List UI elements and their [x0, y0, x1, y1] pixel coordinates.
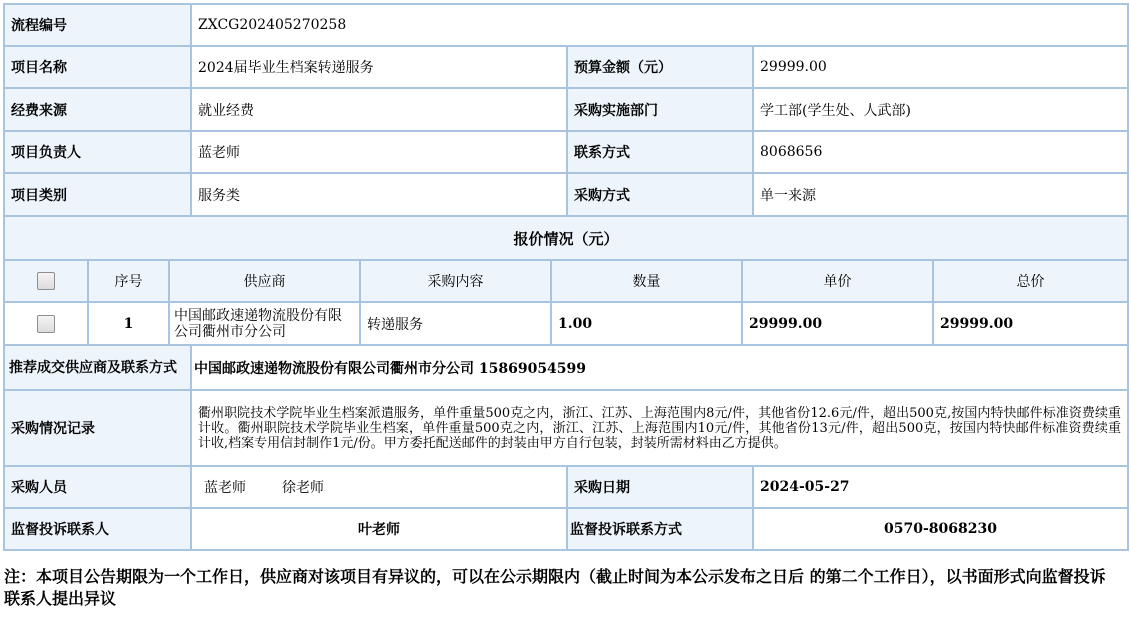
category-label: 项目类别	[4, 173, 191, 216]
row-content: 转递服务	[360, 302, 551, 345]
budget-value: 29999.00	[753, 46, 1128, 88]
quote-header-row	[4, 260, 1128, 302]
row-unit-price: 29999.00	[742, 302, 933, 345]
header-total: 总价	[933, 260, 1128, 302]
project-name-value: 2024届毕业生档案转递服务	[191, 46, 567, 88]
dept-label: 采购实施部门	[567, 88, 753, 131]
header-content: 采购内容	[360, 260, 551, 302]
record-label: 采购情况记录	[4, 390, 191, 466]
procurement-form	[3, 3, 1127, 551]
contact-label: 联系方式	[567, 131, 753, 173]
header-supplier: 供应商	[169, 260, 360, 302]
method-label: 采购方式	[567, 173, 753, 216]
select-all-cell[interactable]	[4, 260, 88, 302]
row-index: 1	[88, 302, 169, 345]
header-quantity: 数量	[551, 260, 742, 302]
row-supplier: 中国邮政速递物流股份有限公司衢州市分公司	[169, 302, 360, 345]
buyer-value	[191, 466, 567, 508]
supervisor-contact-label: 监督投诉联系方式	[567, 508, 753, 550]
project-info-table	[3, 3, 1129, 261]
budget-label: 预算金额（元）	[567, 46, 753, 88]
row-select-cell[interactable]	[4, 302, 88, 345]
quote-section-title: 报价情况（元）	[4, 216, 1128, 260]
buyer-name-1: 蓝老师	[204, 480, 246, 496]
contact-value: 8068656	[753, 131, 1128, 173]
quote-table	[3, 259, 1129, 346]
buyer-name-2: 徐老师	[282, 480, 324, 496]
buyer-label: 采购人员	[4, 466, 191, 508]
recommend-label: 推荐成交供应商及联系方式	[4, 345, 191, 390]
supervisor-label: 监督投诉联系人	[4, 508, 191, 550]
result-table	[3, 344, 1129, 551]
header-index: 序号	[88, 260, 169, 302]
fund-source-label: 经费来源	[4, 88, 191, 131]
row-checkbox[interactable]	[37, 315, 55, 333]
date-label: 采购日期	[567, 466, 753, 508]
project-name-label: 项目名称	[4, 46, 191, 88]
select-all-checkbox[interactable]	[37, 272, 55, 290]
leader-label: 项目负责人	[4, 131, 191, 173]
row-quantity: 1.00	[551, 302, 742, 345]
supervisor-value: 叶老师	[191, 508, 567, 550]
notice-text: 注：本项目公告期限为一个工作日，供应商对该项目有异议的，可以在公示期限内（截止时间为本公示发布之日后 的第二个工作日），以书面形式向监督投诉联系人提出异议	[4, 567, 1106, 608]
recommend-value: 中国邮政速递物流股份有限公司衢州市分公司 15869054599	[191, 345, 1128, 390]
table-row	[4, 302, 1128, 345]
date-value: 2024-05-27	[753, 466, 1128, 508]
record-value: 衢州职院技术学院毕业生档案派遣服务，单件重量500克之内，浙江、江苏、上海范围内8元/件，其他省份12.6元/件，超出500克,按国内特快邮件标准资费续重计收。衢州职院技术学院毕业生档案，单件重量500克之内，浙江、江苏、上海范围内10元/件，其他省份13元/件，超出500克，按国内特快邮件标准资费续重计收,档案专用信封制作1元/份。甲方委托配送邮件的封装由甲方自行包装，封装所需材料由乙方提供。	[191, 390, 1128, 466]
method-value: 单一来源	[753, 173, 1128, 216]
fund-source-value: 就业经费	[191, 88, 567, 131]
row-total: 29999.00	[933, 302, 1128, 345]
supervisor-contact-value: 0570-8068230	[753, 508, 1128, 550]
leader-value: 蓝老师	[191, 131, 567, 173]
dept-value: 学工部(学生处、人武部)	[753, 88, 1128, 131]
flow-no-label: 流程编号	[4, 4, 191, 46]
category-value: 服务类	[191, 173, 567, 216]
header-unit-price: 单价	[742, 260, 933, 302]
flow-no-value: ZXCG202405270258	[191, 4, 1128, 46]
